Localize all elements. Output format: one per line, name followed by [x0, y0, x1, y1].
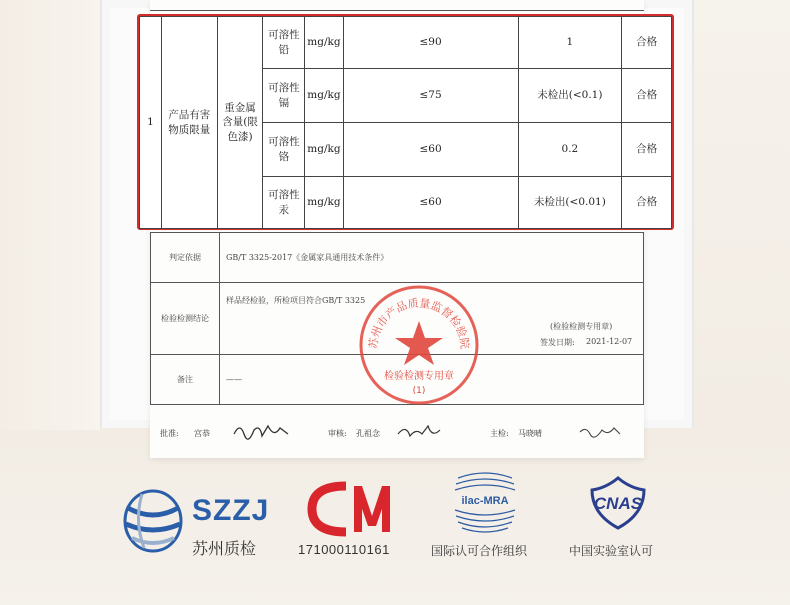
sheet-top-border — [150, 0, 644, 11]
issue-date-label: 签发日期: — [540, 338, 575, 347]
results-table — [139, 16, 672, 229]
approver-title: 宫恭 — [194, 429, 210, 438]
star-icon — [395, 321, 443, 365]
cma-number: 171000110161 — [298, 542, 390, 557]
tester-label: 主检: — [490, 429, 509, 438]
highlighted-results-box — [137, 14, 674, 230]
limit-cell: ≤75 — [343, 69, 518, 123]
unit-cell: mg/kg — [305, 177, 343, 229]
basis-value: GB/T 3325-2017《金属家具通用技术条件》 — [220, 233, 644, 283]
result-cell: 0.2 — [518, 123, 622, 177]
limit-cell: ≤60 — [343, 177, 518, 229]
ilac-logo-text: ilac-MRA — [461, 495, 509, 507]
item-cell: 可溶性镉 — [263, 69, 305, 123]
basis-label: 判定依据 — [151, 233, 220, 283]
szzj-globe-icon — [122, 488, 184, 554]
seal-number: (1) — [412, 386, 426, 396]
ilac-caption: 国际认可合作组织 — [431, 544, 528, 558]
signature-row — [160, 424, 630, 444]
verdict-cell: 合格 — [622, 17, 672, 69]
conclusion-value: 样品经检验，所检项目符合GB/T 3325 — [226, 296, 366, 305]
item-cell: 可溶性铅 — [263, 17, 305, 69]
result-cell: 未检出(<0.01) — [518, 177, 622, 229]
verdict-cell: 合格 — [622, 177, 672, 229]
remarks-value: —— — [220, 355, 644, 405]
cnas-logo-text: CNAS — [593, 494, 643, 513]
limit-cell: ≤90 — [343, 17, 518, 69]
result-cell: 未检出(<0.1) — [518, 69, 622, 123]
seal-ring-text: 苏州市产品质量监督检验院 — [366, 296, 472, 350]
cma-logo-icon — [306, 480, 396, 538]
ilac-mra-icon — [450, 470, 520, 536]
unit-cell: mg/kg — [305, 123, 343, 177]
tester-name: 马晓晴 — [518, 429, 542, 438]
issue-date: 2021-12-07 — [586, 337, 633, 346]
limit-cell: ≤60 — [343, 123, 518, 177]
reviewer-label: 审核: — [328, 429, 347, 438]
tester-signature — [578, 422, 622, 442]
official-seal — [357, 283, 481, 407]
reviewer-name: 孔祖念 — [356, 429, 380, 438]
stamp-label: (检验检测专用章) — [550, 322, 613, 331]
approver-label: 批准: — [160, 429, 179, 438]
result-cell: 1 — [518, 17, 622, 69]
verdict-cell: 合格 — [622, 123, 672, 177]
cnas-caption: 中国实验室认可 — [569, 544, 654, 558]
reviewer-signature — [396, 422, 444, 442]
seal-bottom-text: 检验检测专用章 — [384, 371, 454, 382]
cnas-logo-icon — [578, 474, 658, 532]
szzj-caption: 苏州质检 — [192, 541, 257, 558]
left-shade — [0, 0, 100, 430]
verdict-cell: 合格 — [622, 69, 672, 123]
unit-cell: mg/kg — [305, 17, 343, 69]
table-row — [140, 17, 672, 69]
row-number: 1 — [140, 17, 162, 229]
remarks-label: 备注 — [151, 355, 220, 405]
category-cell: 产品有害物质限量 — [161, 17, 217, 229]
certification-logos — [0, 470, 790, 605]
group-cell: 重金属含量(限色漆) — [217, 17, 263, 229]
item-cell: 可溶性铬 — [263, 123, 305, 177]
szzj-logo-text: SZZJ — [192, 494, 270, 527]
unit-cell: mg/kg — [305, 69, 343, 123]
approver-signature — [232, 420, 290, 442]
item-cell: 可溶性汞 — [263, 177, 305, 229]
conclusion-label: 检验检测结论 — [151, 283, 220, 355]
